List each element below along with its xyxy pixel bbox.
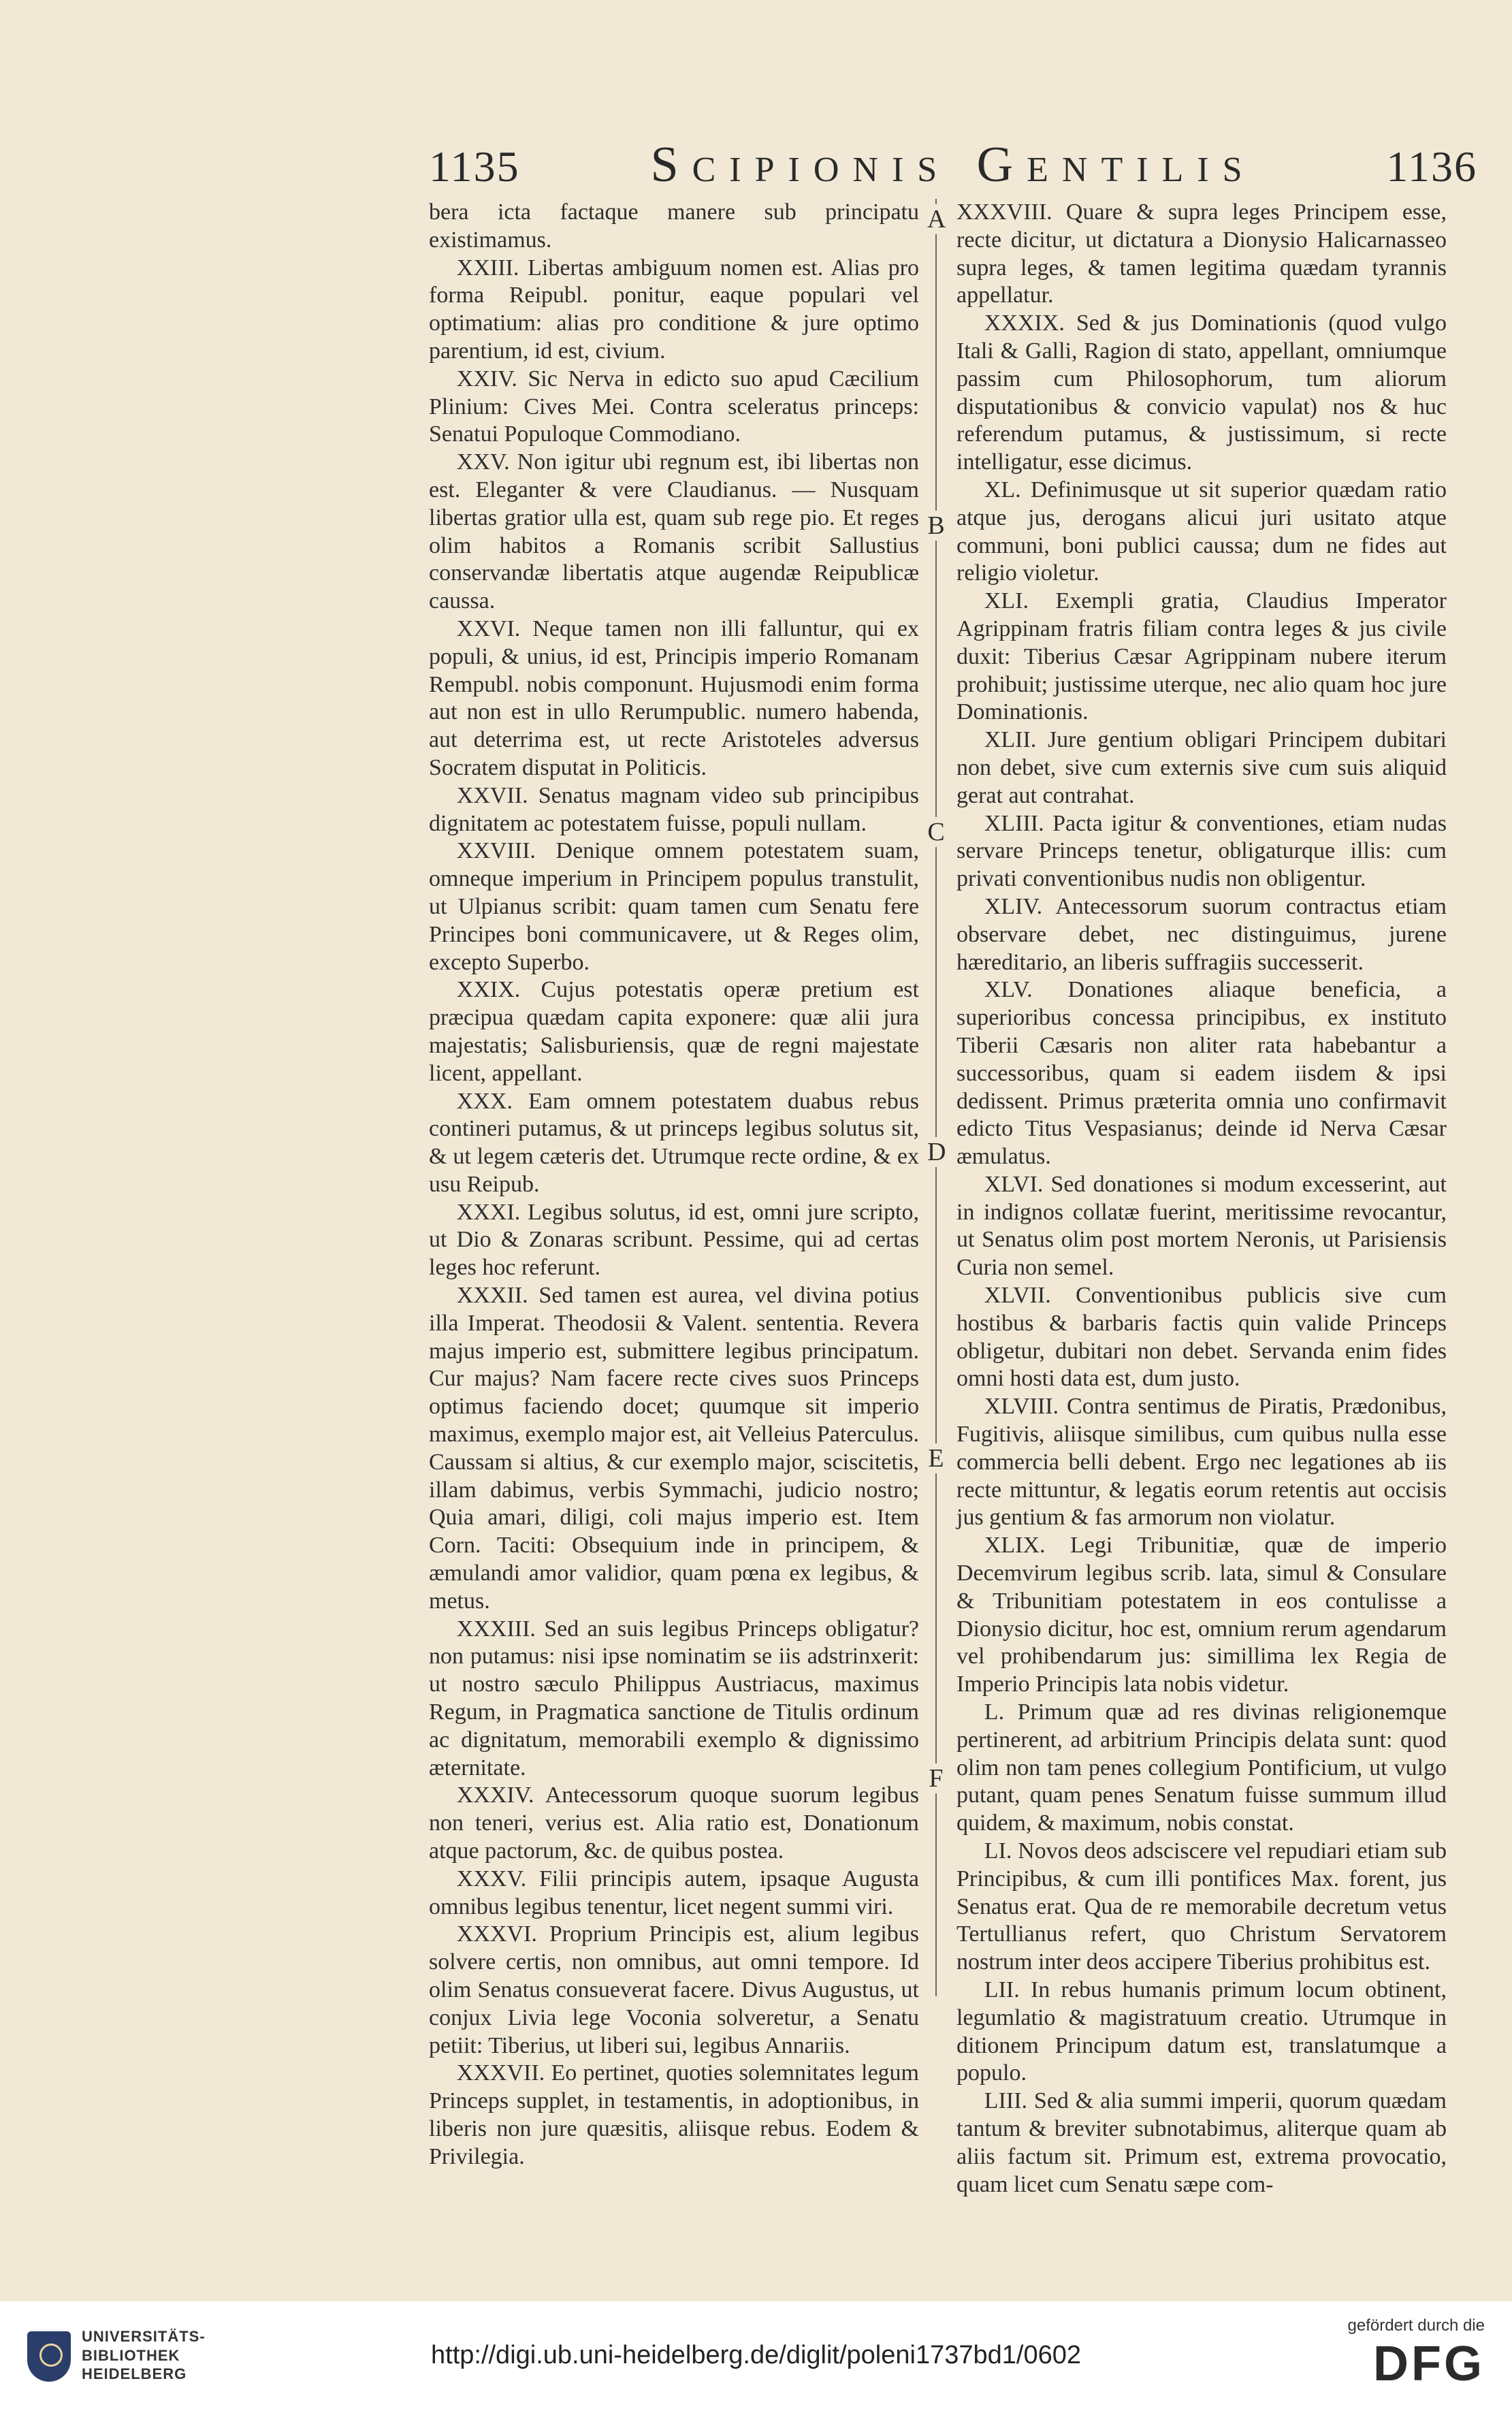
paragraph: XXXIV. Antecessorum quoque suorum legibus non teneri, verius est. Alia ratio est, Donationum atque pactorum, &c. de quibus postea. xyxy=(429,1783,919,1864)
dfg-logo: DFG xyxy=(1373,2337,1485,2391)
paragraph: XXXII. Sed tamen est aurea, vel divina potius illa Imperat. Theodosii & Valent. sententia. Revera majus imperio est, submittere legibus principatum. Cur majus? Nam facere recte cives suos Princeps optimus faciendo docet; quumque sit imperio maximus, exemplo major est, ait Velleius Paterculus. Caussam si altius, & cur exemplo major, sciscitetis, illam dabimus, verbis Symmachi, judicio nostro; Quia amari, diligi, coli majus imperio est. Item Corn. Taciti: Obsequium inde in principem, & æmulandi amor validior, quam pœna ex legibus, & metus. xyxy=(429,1283,919,1614)
paragraph: XXIV. Sic Nerva in edicto suo apud Cæcilium Plinium: Cives Mei. Contra sceleratus princeps: Senatui Populoque Commodiano. xyxy=(429,366,919,447)
paragraph: XXIII. Libertas ambiguum nomen est. Alias pro forma Reipubl. ponitur, eaque populari vel optimatium: alias pro conditione & jure optimo parentium, id est, civium. xyxy=(429,255,919,364)
margin-letter-d: D xyxy=(927,1138,946,1166)
paragraph: XLII. Jure gentium obligari Principem dubitari non debet, sive cum externis sive cum suis aliquid gerat aut contrahat. xyxy=(956,727,1447,808)
paragraph: XLIV. Antecessorum suorum contractus etiam observare debet, nec distinguimus, jurene hæreditario, an liberis suffragiis successerit. xyxy=(956,893,1447,975)
page-header xyxy=(429,136,1477,197)
paragraph: LI. Novos deos adsciscere vel repudiari etiam sub Principibus, & cum illi pontifices Max. forent, jus Senatus erat. Qua de re memorabile decretum vetus Tertullianus refert, quo Christum Servatorem nostrum inter deos accipere Tiberius prohibitus est. xyxy=(956,1838,1447,1975)
paragraph: XLVI. Sed donationes si modum excesserint, aut in indignos collatæ fuerint, meritissime revocantur, ut Senatus olim post mortem Neronis, ut Parisiensis Curia non semel. xyxy=(956,1171,1447,1281)
margin-letter-c: C xyxy=(927,818,945,846)
margin-letter-a: A xyxy=(927,205,946,234)
paragraph: XXXIX. Sed & jus Dominationis (quod vulgo Itali & Galli, Ragion di stato, appellant, omniumque passim cum Philosophorum, tum aliorum disputationibus & convicio vapulat) nos & huc referendum putamus, & justissimum, si recte intelligatur, esse dicimus. xyxy=(956,310,1447,475)
library-name-line: HEIDELBERG xyxy=(82,2365,187,2382)
viewer-footer xyxy=(0,2301,1512,2413)
paragraph: XXVII. Senatus magnam video sub principibus dignitatem ac potestatem fuisse, populi nullam. xyxy=(429,782,919,836)
paragraph: XXXVII. Eo pertinet, quoties solemnitates legum Princeps supplet, in testamentis, in adoptionibus, in liberis non jure quæsitis, aliisque rebus. Eodem & Privilegia. xyxy=(429,2060,919,2169)
margin-letter-f: F xyxy=(927,1763,945,1793)
paragraph: XLV. Donationes aliaque beneficia, a superioribus concessa principibus, ex instituto Tiberii Cæsaris non aliter rata habebantur a successoribus, quam si eadem iisdem & ipsi dedissent. Primus præterita omnia uno confirmavit edicto Titus Vespasianus; deinde id Nerva Cæsar æmulatus. xyxy=(956,977,1447,1170)
paragraph: XLVIII. Contra sentimus de Piratis, Prædonibus, Fugitivis, aliisque similibus, cum quibus nulla esse commercia belli debent. Ergo nec legationes ab iis recte mittuntur, & legatis eorum retentis aut occisis jus gentium & fas armorum non violatur. xyxy=(956,1394,1447,1531)
sponsor-block[interactable] xyxy=(1347,2316,1485,2391)
paragraph: XXV. Non igitur ubi regnum est, ibi libertas non est. Eleganter & vere Claudianus. — Nusquam libertas gratior ulla est, quam sub rege pio. Et reges olim habitos a Romanis scribit Sallustius conservandæ libertatis atque augendæ Reipublicæ caussa. xyxy=(429,449,919,614)
paragraph: XXVIII. Denique omnem potestatem suam, omneque imperium in Principem populus transtulit, ut Ulpianus scribit: quam tamen cum Senatu fere Principes boni communicavere, ut & Reges olim, excepto Superbo. xyxy=(429,838,919,975)
paragraph: XXVI. Neque tamen non illi falluntur, qui ex populi, & unius, id est, Principis imperio Romanam Rempubl. nobis componunt. Hujusmodi enim forma aut non est in ullo Rerumpublic. numero habenda, aut deterrima est, ut recte Aristoteles adversus Socratem disputat in Politicis. xyxy=(429,616,919,780)
sponsor-label: gefördert durch die xyxy=(1347,2316,1485,2335)
library-name-line: BIBLIOTHEK xyxy=(82,2346,180,2364)
paragraph: XXX. Eam omnem potestatem duabus rebus contineri putamus, & ut princeps legibus solutus sit, & ut legem cæteris det. Utrumque recte ordine, & ex usu Reipub. xyxy=(429,1088,919,1197)
paragraph: XXIX. Cujus potestatis operæ pretium est præcipua quædam capita exponere: quæ alii jura majestatis; Salisburiensis, quæ de regni majestate licent, appellant. xyxy=(429,977,919,1086)
margin-letter-e: E xyxy=(928,1444,944,1473)
paragraph: XLI. Exempli gratia, Claudius Imperator Agrippinam fratris filiam contra leges & jus civile duxit: Tiberius Cæsar Agrippinam nubere iterum prohibuit; justissime uterque, nec alio quam hoc jure Dominationis. xyxy=(956,588,1447,725)
left-text-column xyxy=(429,199,919,2169)
paragraph: XLVII. Conventionibus publicis sive cum hostibus & barbaris factis quin valide Princeps obligetur, dubitari non debet. Servanda enim fides omni hosti data est, dum justo. xyxy=(956,1283,1447,1392)
paragraph: LII. In rebus humanis primum locum obtinent, legumlatio & magistratuum creatio. Utrumque in ditionem Principum datum est, translatumque a populo. xyxy=(956,1977,1447,2086)
paragraph: L. Primum quæ ad res divinas religionemque pertinerent, ad arbitrium Principis delata sunt: quod olim non tam penes collegium Pontificium, ut vulgo putant, quam penes Senatum fuisse summum illud quidem, & maximum, nobis constat. xyxy=(956,1699,1447,1836)
paragraph: XL. Definimusque ut sit superior quædam ratio atque jus, derogans alicui juri usitato atque communi, boni publici caussa; dum ne fides aut religio violetur. xyxy=(956,477,1447,586)
paragraph: XXXIII. Sed an suis legibus Princeps obligatur? non putamus: nisi ipse nominatim se iis adstrinxerit: ut nostro sæculo Philippus Austriacus, maximus Regum, in Pragmatica sanctione de Titulis ordinum ac dignitatum, memorabili exemplo & dignissimo æternitate. xyxy=(429,1616,919,1780)
paragraph: LIII. Sed & alia summi imperii, quorum quædam tantum & breviter subnotabimus, aliterque quam ab aliis factum sit. Primum est, extrema provocatio, quam licet cum Senatu sæpe com- xyxy=(956,2088,1447,2197)
page-number-left: 1135 xyxy=(429,142,520,191)
paragraph: XLIII. Pacta igitur & conventiones, etiam nudas servare Princeps tenetur, obligaturque illis: cum privati conventionibus nudis non obligentur. xyxy=(956,810,1447,892)
paragraph: XXXVIII. Quare & supra leges Principem esse, recte dicitur, ut dictatura a Dionysio Halicarnasseo supra leges, & tamen legitima quædam tyrannis appellatur. xyxy=(956,199,1447,308)
column-divider xyxy=(935,199,937,1996)
paragraph: XLIX. Legi Tribunitiæ, quæ de imperio Decemvirum legibus scrib. lata, simul & Consulare & Tribunitiam potestatem in eos contulisse a Dionysio dicitur, hoc est, omnium rerum agendarum vel prohibendarum jus: simillima lex Regia de Imperio Principis lata nobis videtur. xyxy=(956,1533,1447,1697)
permalink-url[interactable]: http://digi.ub.uni-heidelberg.de/diglit/poleni1737bd1/0602 xyxy=(431,2341,1081,2369)
paragraph: XXXVI. Proprium Principis est, alium legibus solvere certis, non omnibus, aut omni tempore. Id olim Senatus consueverat facere. Divus Augustus, ut conjux Livia lege Voconia solveretur, a Senatu petiit: Tiberius, ut liberi sui, legibus Annariis. xyxy=(429,1921,919,2058)
right-text-column xyxy=(956,199,1447,2197)
page-number-right: 1136 xyxy=(1386,142,1477,191)
library-name-line: UNIVERSITÄTS- xyxy=(82,2328,206,2345)
paragraph: bera icta factaque manere sub principatu existimamus. xyxy=(429,199,919,253)
paragraph: XXXI. Legibus solutus, id est, omni jure scripto, ut Dio & Zonaras scribunt. Pessime, qui ad certas leges hoc referunt. xyxy=(429,1199,919,1281)
running-head-title: Scipionis Gentilis xyxy=(650,137,1256,193)
paragraph: XXXV. Filii principis autem, ipsaque Augusta omnibus legibus tenentur, licet negent summi viri. xyxy=(429,1866,919,1919)
margin-letter-b: B xyxy=(927,511,945,540)
